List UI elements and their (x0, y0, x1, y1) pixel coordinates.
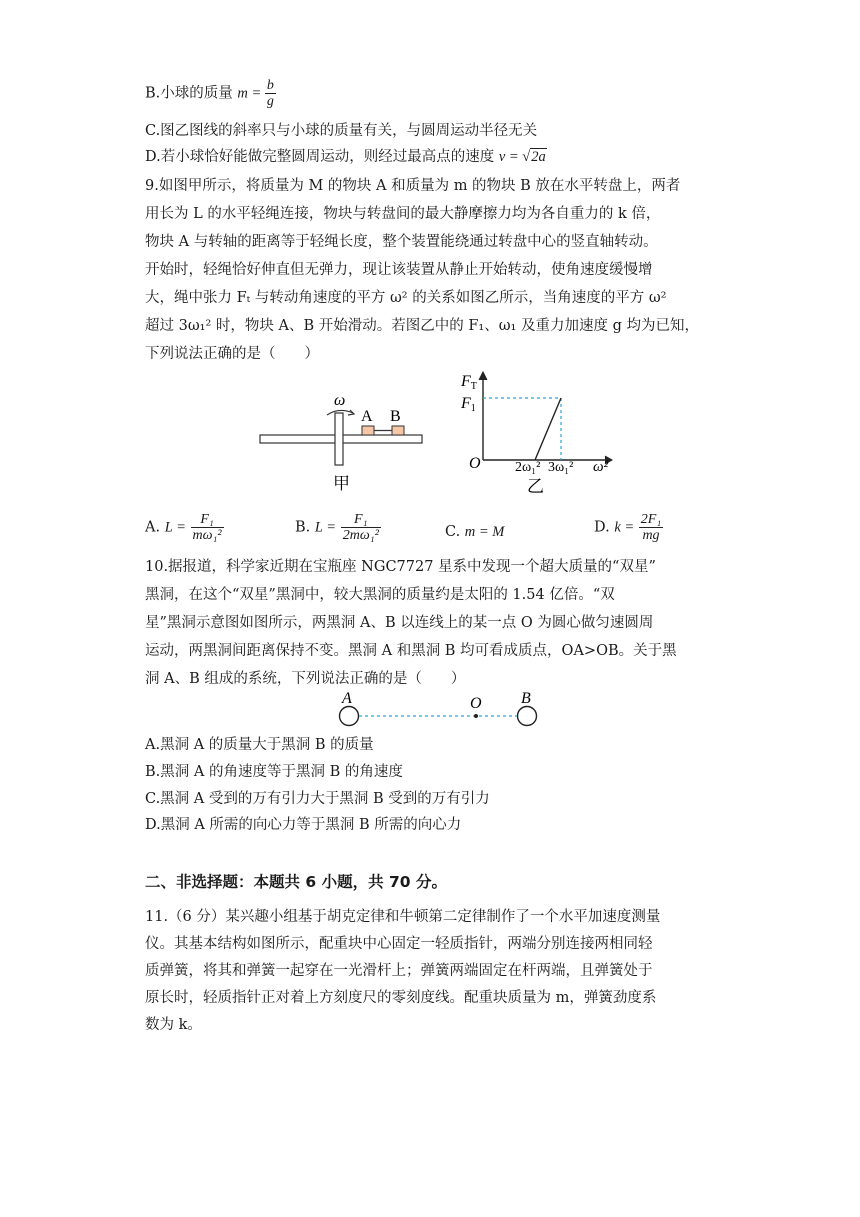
q10-option-d: D.黑洞 A 所需的向心力等于黑洞 B 所需的向心力 (145, 817, 462, 833)
q10-line-1: 10.据报道，科学家近期在宝瓶座 NGC7727 星系中发现一个超大质量的“双星” (145, 559, 656, 575)
f1-label: F1 (461, 395, 476, 414)
q9-option-a: A. L = $\frac{\text{F₁}}{\text{mω₁²}}$ (145, 512, 222, 543)
label-a: A (342, 690, 352, 707)
label-a: A (361, 408, 373, 425)
caption-jia: 甲 (333, 474, 350, 494)
q9-line-1: 9.如图甲所示，将质量为 M 的物块 A 和质量为 m 的物块 B 放在水平转盘上，两者 (145, 178, 681, 194)
q11-line-3: 质弹簧，将其和弹簧一起穿在一光滑杆上；弹簧两端固定在杆两端，且弹簧处于 (145, 963, 653, 979)
label-b: B (521, 690, 531, 707)
block-a (362, 426, 374, 435)
q10-line-4: 运动，两黑洞间距离保持不变。黑洞 A 和黑洞 B 均可看成质点，OA>OB。关于黑 (145, 643, 677, 659)
q9-line-7: 下列说法正确的是（ ） (145, 346, 319, 362)
label-b: B (390, 408, 401, 425)
q9-option-b: B. L = $\frac{\text{F₁}}{\text{2mω₁²}}$ (295, 512, 379, 543)
y-axis-label: FT (461, 373, 477, 392)
fraction: $\frac{b}{g}$ (266, 78, 274, 109)
x-tick-3w1: 3ω₁² (548, 460, 574, 475)
q10-line-2: 黑洞，在这个“双星”黑洞中，较大黑洞的质量约是太阳的 1.54 亿倍。“双 (145, 587, 615, 603)
q10-option-c: C.黑洞 A 受到的万有引力大于黑洞 B 受到的万有引力 (145, 791, 490, 807)
tension-line (535, 398, 561, 460)
q11-line-5: 数为 k。 (145, 1017, 202, 1033)
q10-line-5: 洞 A、B 组成的系统，下列说法正确的是（ ） (145, 671, 466, 687)
q11-line-1: 11.（6 分）某兴趣小组基于胡克定律和牛顿第二定律制作了一个水平加速度测量 (145, 909, 661, 925)
section-heading: 二、非选择题：本题共 6 小题，共 70 分。 (145, 873, 447, 891)
q9-line-6: 超过 3ω₁² 时，物块 A、B 开始滑动。若图乙中的 F₁、ω₁ 及重力加速度 g 均为已知， (145, 318, 699, 334)
q9-line-2: 用长为 L 的水平轻绳连接，物块与转盘间的最大静摩擦力均为各自重力的 k 倍， (145, 206, 661, 222)
q9-line-4: 开始时，轻绳恰好伸直但无弹力，现让该装置从静止开始转动，使角速度缓慢增 (145, 262, 653, 278)
black-hole-b (518, 707, 537, 726)
x-tick-2w1: 2ω₁² (515, 460, 541, 475)
black-hole-a (340, 707, 359, 726)
q10-option-a: A.黑洞 A 的质量大于黑洞 B 的质量 (145, 737, 374, 753)
x-axis-label: ω² (593, 459, 609, 475)
q9-option-d: D. k = $\frac{\text{2F₁}}{mg}$ (594, 512, 662, 543)
omega-label: ω (334, 392, 346, 409)
q9-line-3: 物块 A 与转轴的距离等于轻绳长度，整个装置能绕通过转盘中心的竖直轴转动。 (145, 234, 658, 250)
q8-option-d: D.若小球恰好能做完整圆周运动，则经过最高点的速度 v = √2a (145, 149, 546, 165)
origin-label: O (469, 455, 481, 472)
block-b (392, 426, 404, 435)
rotation-axis (335, 413, 343, 465)
turntable-figure (255, 385, 430, 495)
binary-black-hole-figure (330, 688, 550, 730)
caption-yi: 乙 (527, 477, 544, 497)
q11-line-2: 仪。其基本结构如图所示，配重块中心固定一轻质指针，两端分别连接两相同轻 (145, 936, 653, 952)
q9-line-5: 大，绳中张力 Fₜ 与转动角速度的平方 ω² 的关系如图乙所示，当角速度的平方 ω² (145, 290, 667, 306)
q8-option-b: B.小球的质量 m = $\frac{b}{g}$ (145, 78, 274, 109)
q8-option-c: C.图乙图线的斜率只与小球的质量有关，与圆周运动半径无关 (145, 123, 538, 139)
q10-option-b: B.黑洞 A 的角速度等于黑洞 B 的角速度 (145, 764, 403, 780)
q11-line-4: 原长时，轻质指针正对着上方刻度尺的零刻度线。配重块质量为 m，弹簧劲度系 (145, 990, 657, 1006)
q10-line-3: 星”黑洞示意图如图所示，两黑洞 A、B 以连线上的某一点 O 为圆心做匀速圆周 (145, 615, 654, 631)
tension-graph (455, 368, 620, 498)
center-o (474, 714, 478, 718)
label-o: O (470, 695, 482, 712)
q9-option-c: C. m = M (445, 524, 505, 540)
